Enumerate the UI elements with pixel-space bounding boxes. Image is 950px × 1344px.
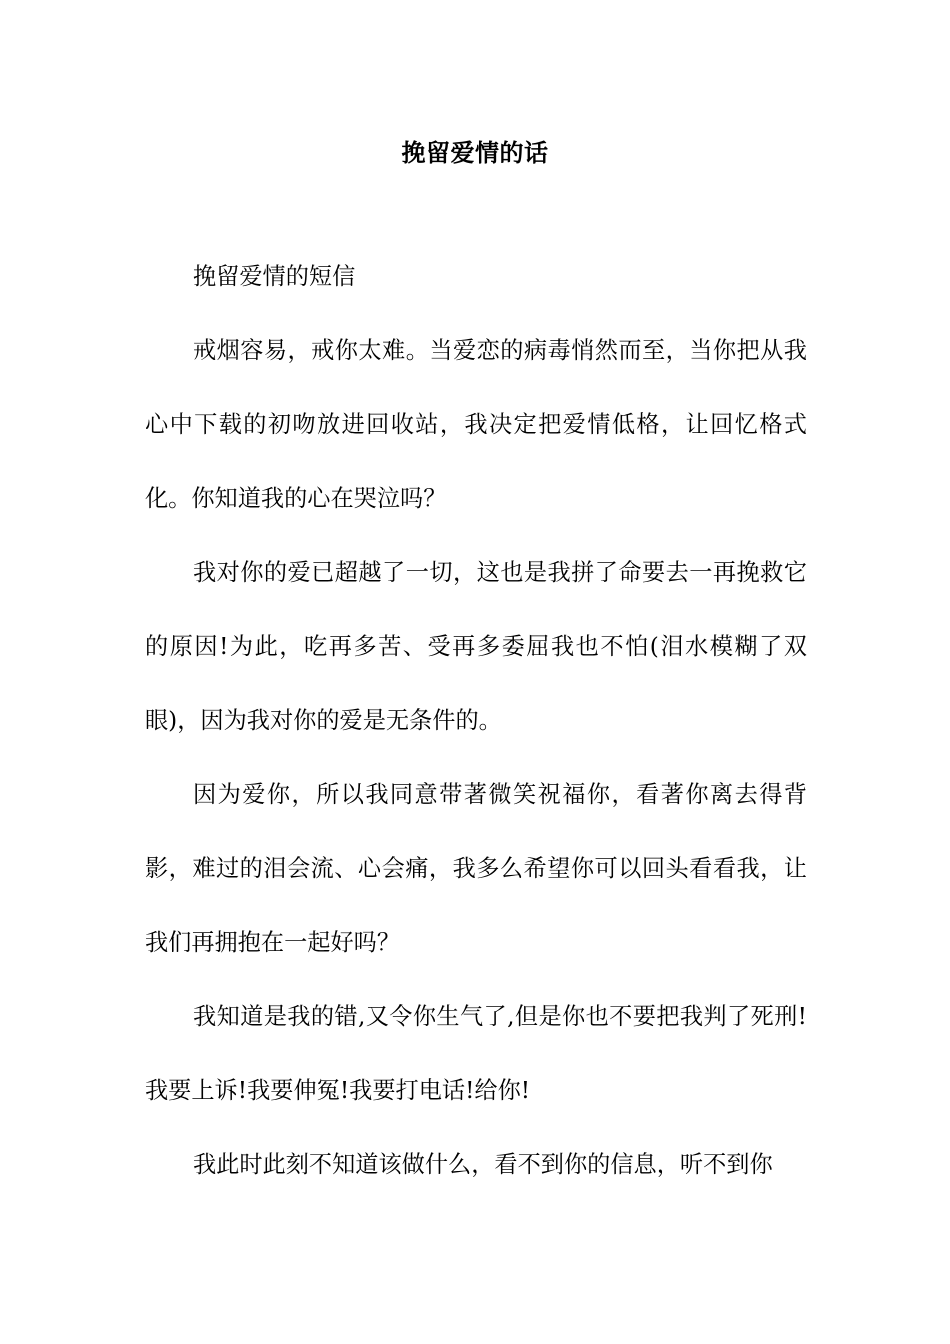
paragraph-subtitle: 挽留爱情的短信 [193,263,356,290]
document-title: 挽留爱情的话 [401,139,549,167]
paragraph-1: 戒烟容易，戒你太难。当爱恋的病毒悄然而至，当你把从我心中下载的初吻放进回收站，我决定把爱情低格，让回忆格式化。你知道我的心在哭泣吗？ [145,337,807,512]
paragraph-5: 我此时此刻不知道该做什么，看不到你的信息，听不到你 [193,1151,773,1178]
paragraph-4: 我知道是我的错,又令你生气了,但是你也不要把我判了死刑!我要上诉!我要伸冤!我要打电话!给你! [145,1003,807,1104]
paragraph-3: 因为爱你，所以我同意带著微笑祝福你，看著你离去得背影，难过的泪会流、心会痛，我多么希望你可以回头看看我，让我们再拥抱在一起好吗？ [145,781,807,956]
paragraph-2: 我对你的爱已超越了一切，这也是我拼了命要去一再挽救它的原因!为此，吃再多苦、受再多委屈我也不怕(泪水模糊了双眼)，因为我对你的爱是无条件的。 [145,559,807,734]
document-body [145,240,807,1202]
